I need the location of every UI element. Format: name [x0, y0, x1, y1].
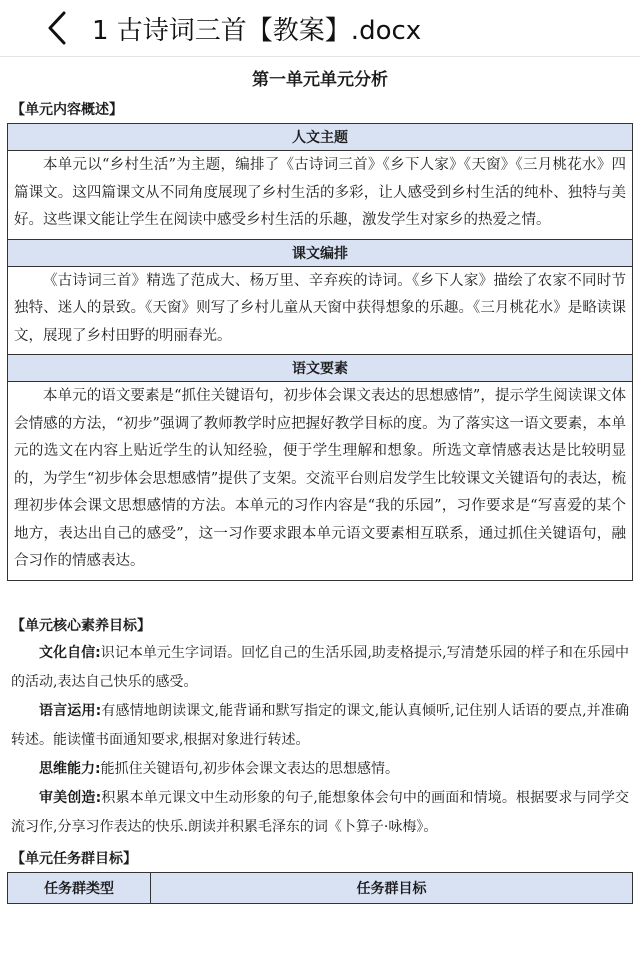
section-heading-arrangement: 课文编排: [8, 239, 633, 266]
section-body-language-elements: [8, 382, 633, 581]
goal-label: 思维能力:: [39, 760, 101, 777]
goal-label: 语言运用:: [39, 702, 102, 719]
overview-label: 【单元内容概述】: [11, 102, 123, 118]
section-text: 本单元的语文要素是“抓住关键语句，初步体会课文表达的思想感情”，提示学生阅读课文体会情感的方法，“初步”强调了教师教学时应把握好教学目标的度。为了落实这一语文要素，本单元的选文在内容上贴近学生的认知经验，便于学生理解和想象。所选文章情感表达是比较明显的，为学生“初步体会思想感情”提供了支架。交流平台则启发学生比较课文关键语句的表达，梳理初步体会课文思想感情的方法。本单元的习作内容是“我的乐园”，习作要求是“写喜爱的某个地方，表达出自己的感受”，这一习作要求跟本单元语文要素相互联系，通过抓住关键语句，融合习作的情感表达。: [14, 388, 626, 569]
task-group-label: 【单元任务群目标】: [11, 850, 137, 867]
task-group-table: [7, 872, 633, 904]
task-header-goal: 任务群目标: [151, 872, 633, 903]
top-bar: [0, 0, 640, 57]
goal-text: 有感情地朗读课文,能背诵和默写指定的课文,能认真倾听,记住别人话语的要点,并准确转述。能读懂书面通知要求,根据对象进行转述。: [11, 702, 629, 748]
section-text: 本单元以“乡村生活”为主题，编排了《古诗词三首》《乡下人家》《天窗》《三月桃花水》四篇课文。这四篇课文从不同角度展现了乡村生活的多彩，让人感受到乡村生活的纯朴、独特与美好。这些课文能让学生在阅读中感受乡村生活的乐趣，激发学生对家乡的热爱之情。: [14, 157, 626, 228]
goal-text: 识记本单元生字词语。回忆自己的生活乐园,助麦格提示,写清楚乐园的样子和在乐园中的活动,表达自己快乐的感受。: [11, 644, 629, 690]
section-heading-theme: 人文主题: [8, 124, 633, 151]
goal-label: 文化自信:: [39, 644, 101, 661]
task-header-type: 任务群类型: [8, 872, 151, 903]
spacer: [7, 581, 633, 609]
goal-label: 审美创造:: [39, 789, 102, 806]
goal-text: 能抓住关键语句,初步体会课文表达的思想感情。: [100, 760, 400, 777]
document-body: [0, 65, 640, 904]
goal-text: 积累本单元课文中生动形象的句子,能想象体会句中的画面和情境。根据要求与同学交流习作,分享习作表达的快乐.朗读并积累毛泽东的词《卜算子·咏梅》。: [11, 789, 629, 835]
unit-title: 第一单元单元分析: [252, 70, 388, 90]
goal-item: [11, 755, 629, 784]
goal-item: [11, 639, 629, 697]
goal-item: [11, 784, 629, 842]
back-arrow-icon: [46, 11, 68, 45]
section-heading-language-elements: 语文要素: [8, 355, 633, 382]
goal-item: [11, 697, 629, 755]
section-body-theme: [8, 151, 633, 240]
core-goals: [11, 639, 629, 842]
document-title: 1 古诗词三首【教案】.docx: [92, 15, 422, 46]
overview-table: [7, 123, 633, 581]
back-button[interactable]: [40, 8, 74, 48]
section-text: 《古诗词三首》精选了范成大、杨万里、辛弃疾的诗词。《乡下人家》描绘了农家不同时节独特、迷人的景致。《天窗》则写了乡村儿童从天窗中获得想象的乐趣。《三月桃花水》是略读课文，展现了乡村田野的明丽春光。: [14, 272, 626, 344]
section-body-arrangement: [8, 266, 633, 355]
core-goals-label: 【单元核心素养目标】: [11, 617, 151, 634]
